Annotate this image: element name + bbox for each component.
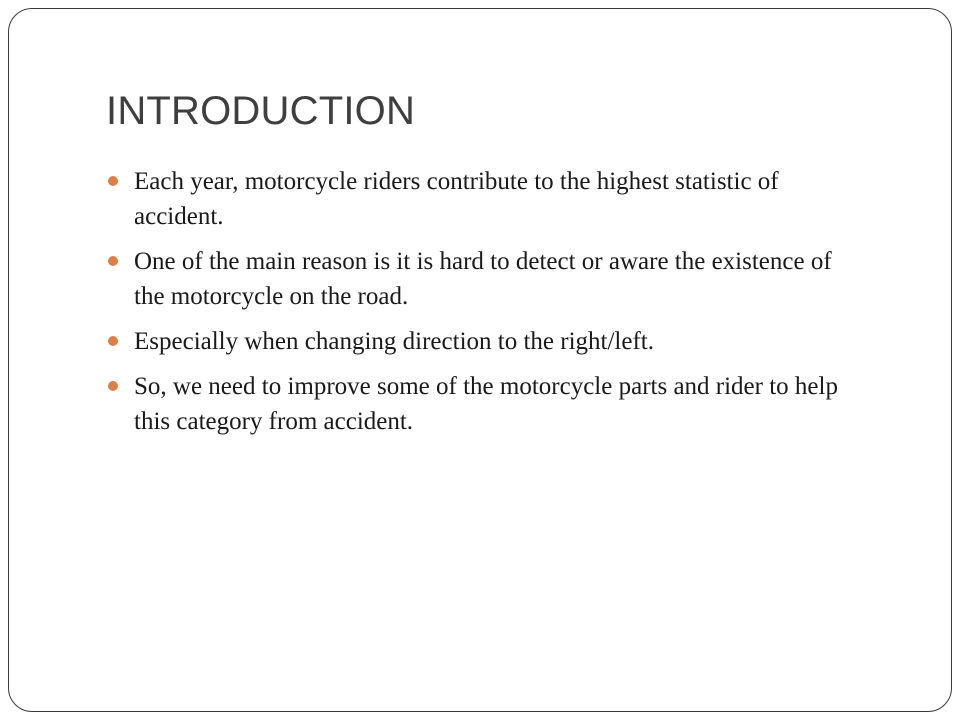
bullet-text: Especially when changing direction to the right/left. [134,328,654,355]
list-item [106,324,866,359]
bullet-dot-icon [108,336,118,346]
bullet-list [106,164,866,449]
bullet-dot-icon [108,381,118,391]
list-item [106,244,866,314]
list-item [106,164,866,234]
bullet-text: Each year, motorcycle riders contribute to the highest statistic of accident. [134,168,779,230]
bullet-text: So, we need to improve some of the motorcycle parts and rider to help this category from accident. [134,373,838,435]
bullet-dot-icon [108,176,118,186]
slide-title: INTRODUCTION [106,89,416,133]
bullet-dot-icon [108,256,118,266]
list-item [106,369,866,439]
bullet-text: One of the main reason is it is hard to detect or aware the existence of the motorcycle on the road. [134,248,832,310]
